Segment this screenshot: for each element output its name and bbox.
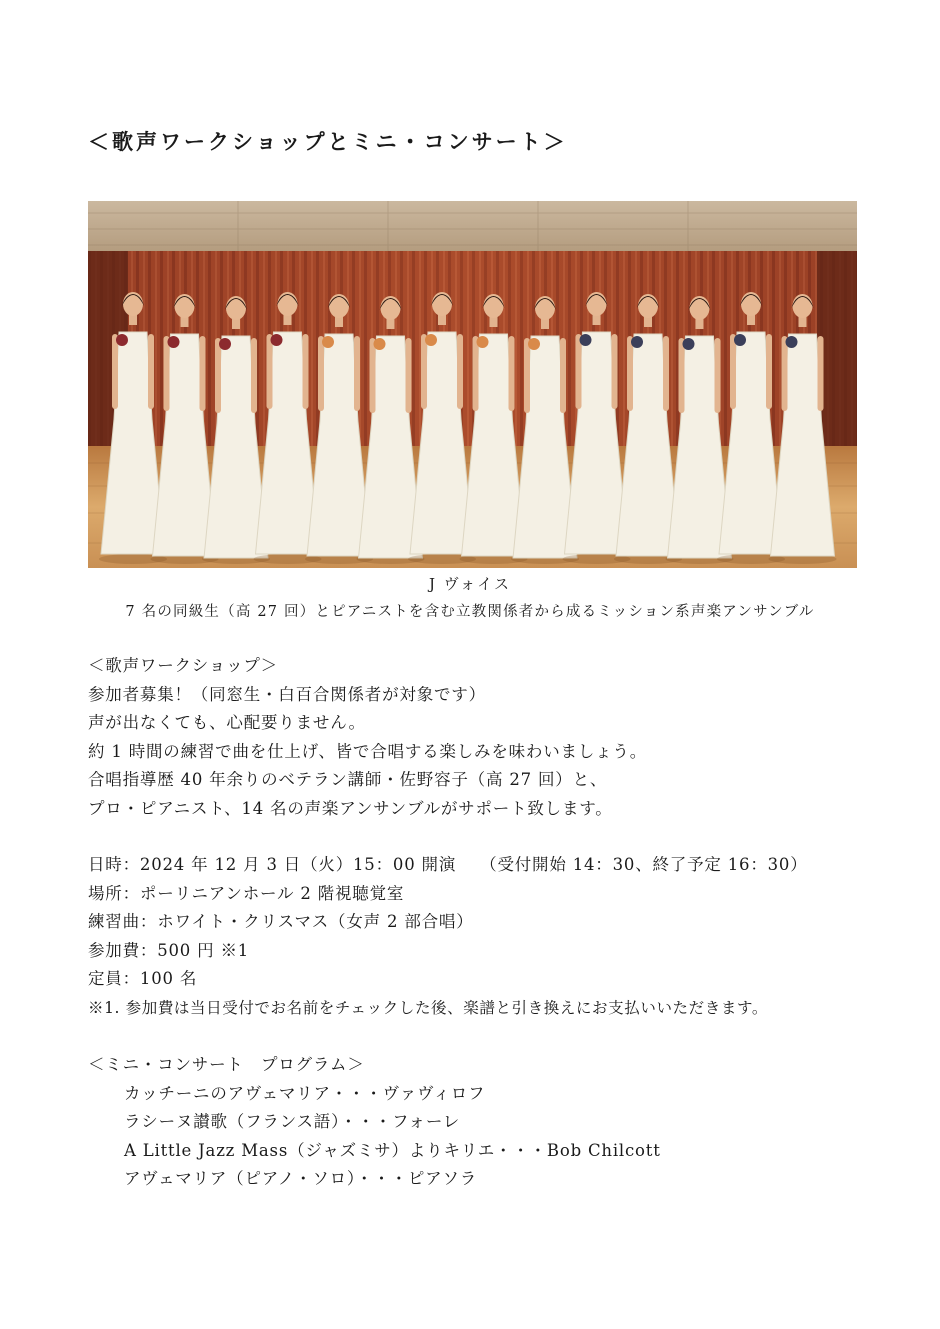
reception-times: （受付開始 14：30、終了予定 16：30） [480, 855, 808, 874]
page-title: ＜歌声ワークショップとミニ・コンサート＞ [88, 129, 568, 154]
workshop-line: 声が出なくても、心配要りません。 [88, 713, 366, 732]
participation-fee: 参加費：500 円 ※1 [88, 940, 250, 960]
ensemble-photo-illustration [88, 201, 857, 568]
workshop-line: プロ・ピアニスト、14 名の声楽アンサンブルがサポート致します。 [88, 798, 613, 818]
workshop-section [88, 652, 900, 823]
fee-note: ※1. 参加費は当日受付でお名前をチェックした後、楽譜と引き換えにお支払いいただきます。 [88, 998, 768, 1017]
concert-section [88, 1051, 900, 1194]
workshop-line: 参加者募集！（同窓生・白百合関係者が対象です） [88, 684, 486, 704]
workshop-line: 約 1 時間の練習で曲を仕上げ、皆で合唱する楽しみを味わいましょう。 [88, 741, 648, 761]
workshop-heading: ＜歌声ワークショップ＞ [88, 656, 278, 675]
event-place: 場所：ポーリニアンホール 2 階視聴覚室 [88, 883, 405, 903]
event-datetime-line [88, 851, 900, 880]
details-section [88, 851, 900, 1022]
program-item: ラシーヌ讃歌（フランス語）・・・フォーレ [124, 1112, 461, 1131]
ensemble-description: 7 名の同級生（高 27 回）とピアニストを含む立教関係者から成るミッション系声楽アンサンブル [125, 604, 815, 620]
program-item: アヴェマリア（ピアノ・ソロ）・・・ピアソラ [124, 1169, 478, 1188]
capacity: 定員：100 名 [88, 969, 198, 988]
ensemble-name: J ヴォイス [428, 575, 512, 593]
practice-song: 練習曲：ホワイト・クリスマス（女声 2 部合唱） [88, 912, 474, 931]
workshop-line: 合唱指導歴 40 年余りのベテラン講師・佐野容子（高 27 回）と、 [88, 770, 608, 789]
program-item: カッチーニのアヴェマリア・・・ヴァヴィロフ [124, 1083, 486, 1103]
concert-heading: ＜ミニ・コンサート プログラム＞ [88, 1055, 365, 1074]
ensemble-photo [88, 201, 857, 568]
event-datetime: 日時：2024 年 12 月 3 日（火）15：00 開演 [88, 855, 457, 874]
program-item: A Little Jazz Mass（ジャズミサ）よりキリエ・・・Bob Chilcott [124, 1140, 661, 1160]
